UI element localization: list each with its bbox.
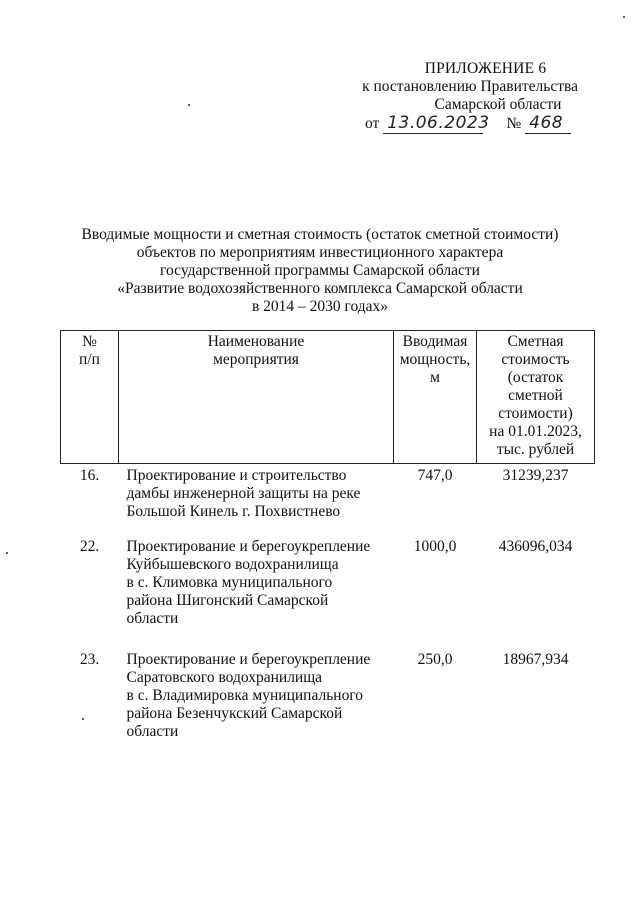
date-number-line — [365, 114, 571, 134]
row-name-line: Саратовского водохранилища — [126, 669, 323, 686]
row-capacity: 747,0 — [417, 467, 453, 484]
date-value: 13.06.2023 — [387, 113, 490, 133]
heading-line: в 2014 – 2030 годах» — [251, 298, 389, 315]
header-capacity — [394, 331, 477, 464]
row-name-line: области — [126, 723, 179, 740]
row-name-line: района Шигонский Самарской — [126, 592, 329, 609]
header-cost-line: стоимости) — [498, 405, 573, 422]
table-row — [61, 521, 595, 634]
row-cost: 31239,237 — [502, 467, 569, 484]
row-cost: 436096,034 — [498, 538, 573, 555]
header-num-line: п/п — [79, 351, 100, 368]
table-header-row — [61, 331, 595, 464]
appendix-block — [348, 60, 578, 114]
header-cost-line: сметной — [508, 387, 563, 404]
row-name-line: Проектирование и берегоукрепление — [126, 651, 371, 668]
header-cost-line: Сметная — [507, 333, 564, 350]
heading-line: «Развитие водохозяйственного комплекса Самарской области — [117, 280, 523, 297]
header-capacity-line: Вводимая — [402, 333, 468, 350]
row-name-line: Куйбышевского водохранилища — [126, 556, 339, 573]
header-num — [61, 331, 119, 464]
heading-line: объектов по мероприятиям инвестиционного характера — [136, 244, 504, 261]
row-name-line: области — [126, 610, 179, 627]
header-name-line: Наименование — [207, 333, 305, 350]
row-name-line: Проектирование и берегоукрепление — [126, 538, 371, 555]
header-cost-line: (остаток — [507, 369, 564, 386]
header-capacity-line: мощность, — [399, 351, 471, 368]
row-num: 16. — [79, 467, 100, 484]
header-cost-line: стоимость — [501, 351, 570, 368]
row-name-line: в с. Владимировка муниципального — [126, 687, 364, 704]
table-row — [61, 634, 595, 741]
row-cost: 18967,934 — [502, 651, 569, 668]
row-name-line: дамбы инженерной защиты на реке — [126, 485, 361, 502]
header-cost — [477, 331, 595, 464]
row-num: 22. — [79, 538, 100, 555]
scan-speck — [82, 718, 84, 720]
header-name — [119, 331, 394, 464]
number-value: 468 — [529, 113, 564, 133]
investment-table — [60, 330, 595, 741]
table-row — [61, 464, 595, 522]
number-field — [525, 114, 571, 134]
header-name-line: мероприятия — [213, 351, 299, 368]
heading-line: Вводимые мощности и сметная стоимость (остаток сметной стоимости) — [81, 226, 559, 243]
row-name-line: Большой Кинель г. Похвистнево — [126, 503, 341, 520]
header-cost-line: тыс. рублей — [496, 441, 575, 458]
date-prefix: от — [365, 115, 380, 132]
document-heading — [60, 226, 580, 316]
header-num-line: № — [82, 333, 97, 350]
scan-speck — [188, 104, 190, 106]
row-name-line: Проектирование и строительство — [126, 467, 347, 484]
appendix-region-line: Самарской области — [434, 96, 562, 113]
row-name-line: в с. Климовка муниципального — [126, 574, 333, 591]
header-cost-line: на 01.01.2023, — [489, 423, 582, 440]
row-num: 23. — [79, 651, 100, 668]
row-name — [119, 464, 394, 522]
row-capacity: 250,0 — [417, 651, 453, 668]
scan-speck — [6, 552, 8, 554]
appendix-title: ПРИЛОЖЕНИЕ 6 — [424, 60, 547, 77]
number-prefix: № — [506, 115, 522, 132]
row-name — [119, 634, 394, 741]
header-capacity-line: м — [430, 369, 440, 386]
appendix-resolution-line: к постановлению Правительства — [362, 78, 578, 95]
scan-speck — [623, 16, 625, 18]
row-name — [119, 521, 394, 634]
row-name-line: района Безенчукский Самарской — [126, 705, 343, 722]
heading-line: государственной программы Самарской области — [160, 262, 480, 279]
row-capacity: 1000,0 — [413, 538, 457, 555]
date-field — [383, 113, 490, 134]
